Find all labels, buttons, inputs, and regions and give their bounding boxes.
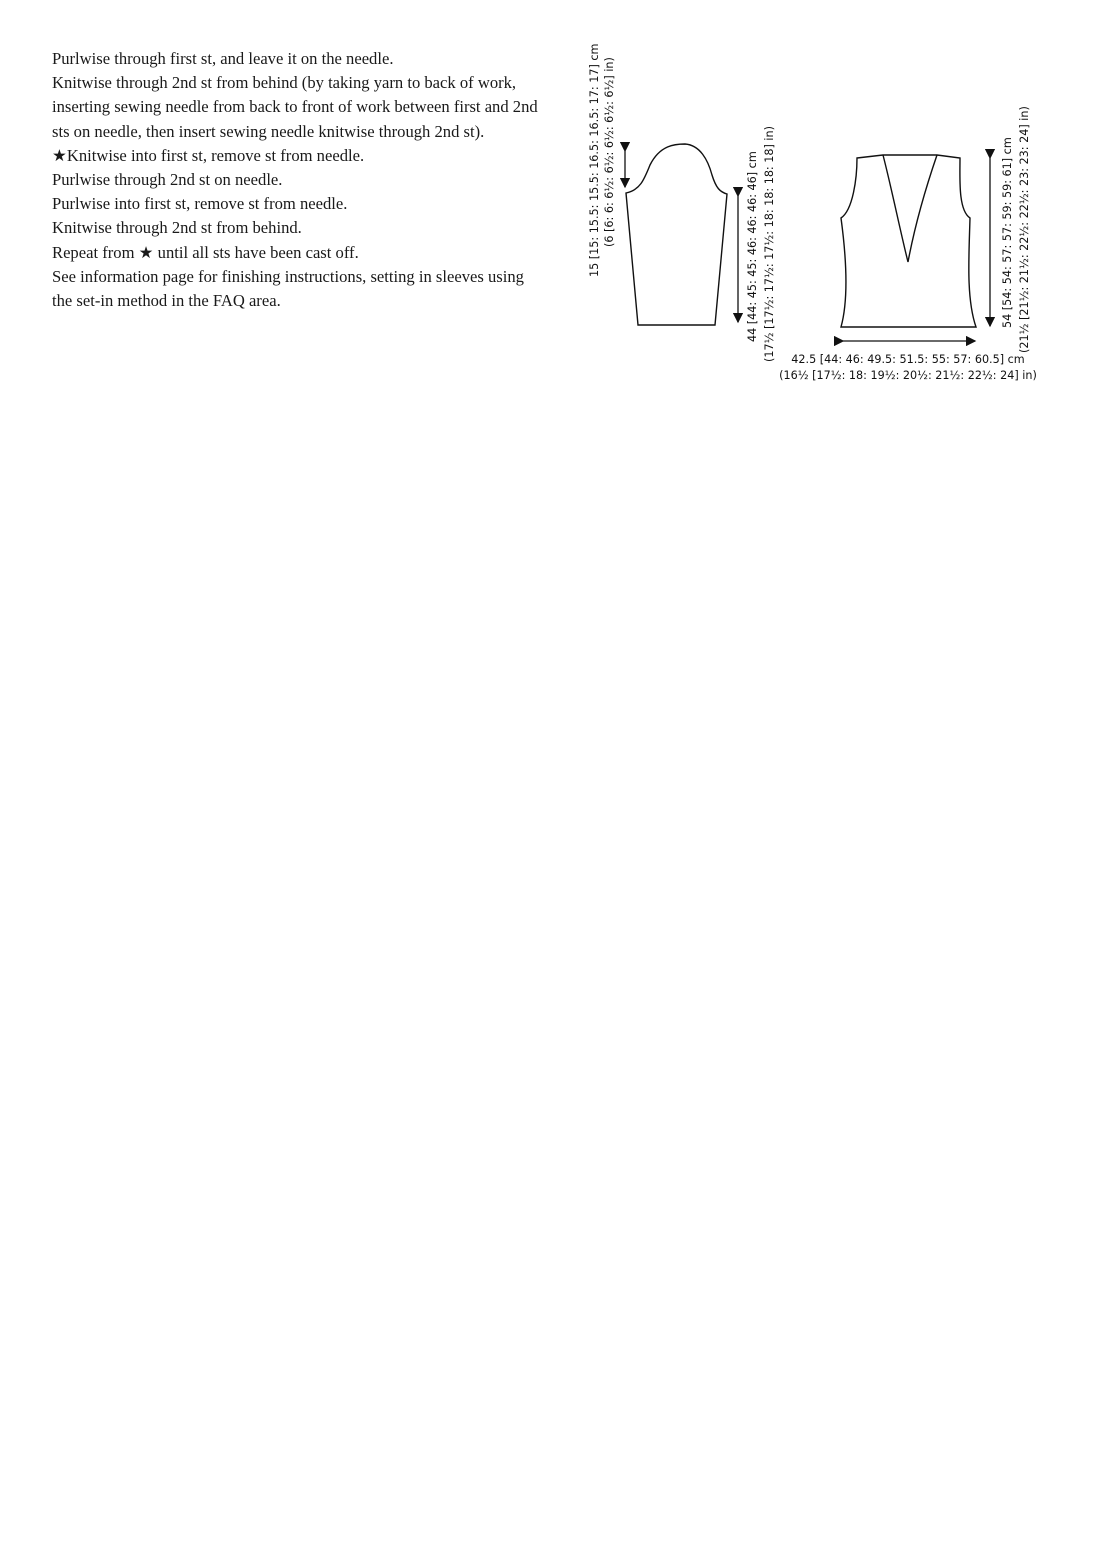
sleeve-length-in-label: (17½ [17½: 17½: 17½: 18: 18: 18: 18] in) [763, 126, 776, 362]
sleeve-outline [626, 144, 727, 325]
instruction-line: ★Knitwise into first st, remove st from needle. [52, 145, 365, 165]
body-length-cm-label: 54 [54: 54: 57: 57: 59: 59: 61] cm [1001, 137, 1014, 328]
instruction-line: Repeat from ★ until all sts have been cast off. [52, 242, 359, 262]
instruction-line: Purlwise through first st, and leave it on the needle. [52, 49, 394, 68]
instructions-text [52, 47, 539, 313]
sleeve-cap-cm-label: 15 [15: 15.5: 15.5: 16.5: 16.5: 17: 17] cm [588, 43, 601, 277]
instruction-line: Knitwise through 2nd st from behind (by taking yarn to back of work, inserting sewing needle from back to front of work between first and 2nd sts on needle, then insert sewing needle knitwise through 2nd st). [52, 73, 538, 141]
v-neck-outline [883, 155, 937, 262]
body-outline [841, 155, 976, 327]
instruction-line: Purlwise into first st, remove st from needle. [52, 194, 348, 214]
sleeve-length-cm-label: 44 [44: 45: 45: 46: 46: 46: 46] cm [746, 151, 759, 342]
garment-schematic [560, 40, 1060, 400]
instruction-line: See information page for finishing instructions, setting in sleeves using the set-in method in the FAQ area. [52, 266, 524, 311]
body-width-in-label: (16½ [17½: 18: 19½: 20½: 21½: 22½: 24] in) [779, 369, 1037, 382]
instruction-line: Purlwise through 2nd st on needle. [52, 170, 283, 190]
instruction-line: Knitwise through 2nd st from behind. [52, 218, 302, 238]
sleeve-cap-in-label: (6 [6: 6: 6½: 6½: 6½: 6½: 6½] in) [603, 57, 616, 247]
body-length-in-label: (21½ [21½: 21½: 22½: 22½: 23: 23: 24] in) [1018, 106, 1031, 353]
body-width-cm-label: 42.5 [44: 46: 49.5: 51.5: 55: 57: 60.5] cm [791, 353, 1025, 366]
